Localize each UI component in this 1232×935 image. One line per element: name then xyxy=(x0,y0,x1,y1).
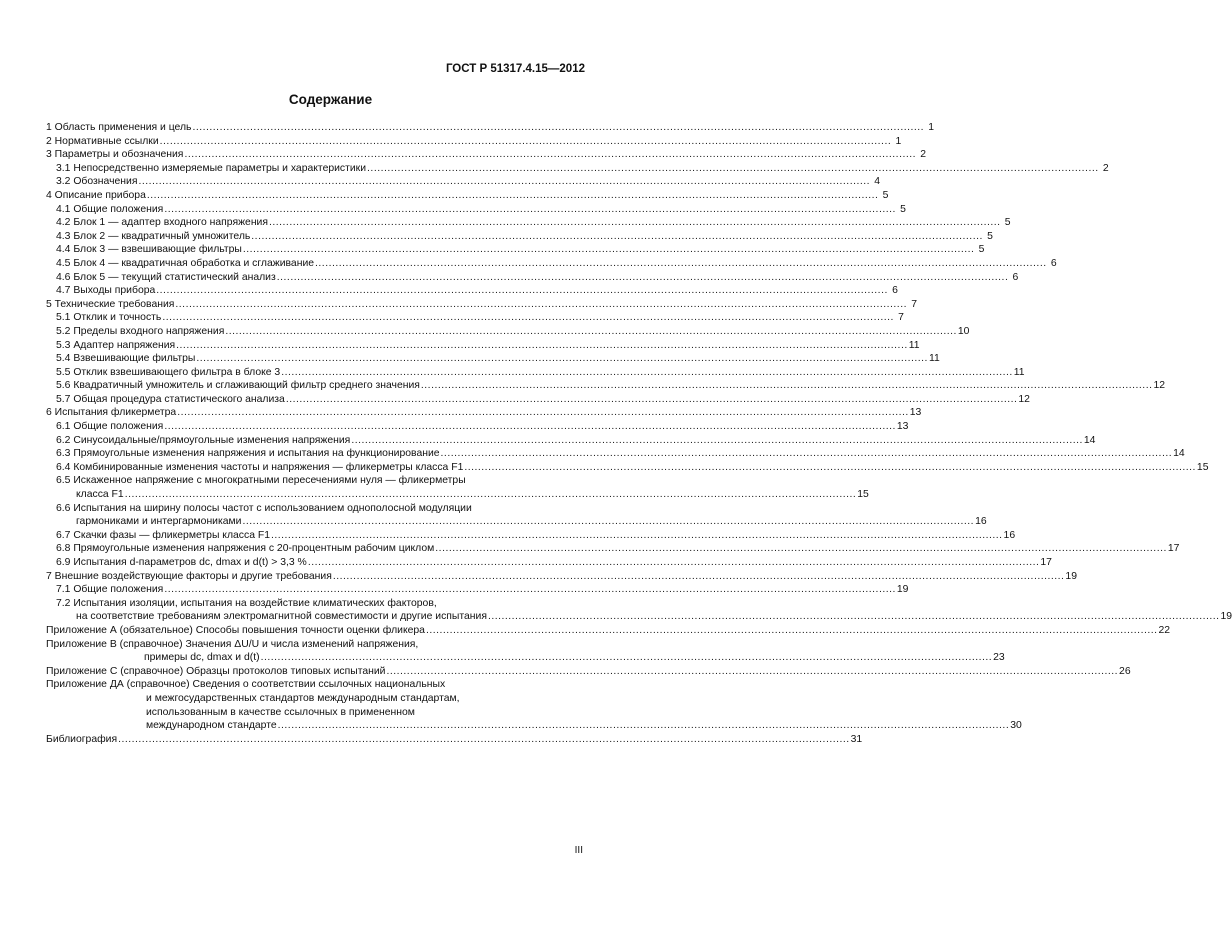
toc-entry-6-9[interactable]: 6.9 Испытания d-параметров dc, dmax и d(t) > 3,3 % ........................................................................................................................................................................................................................ 17 xyxy=(56,557,1052,568)
toc-entry-7[interactable]: 7 Внешние воздействующие факторы и другие требования ........................................................................................................................................................................................................................ 19 xyxy=(46,570,1077,582)
toc-entry-4-5[interactable]: 4.5 Блок 4 — квадратичная обработка и сглаживание ........................................................................................................................................................................................................................ 6 xyxy=(56,257,1057,269)
toc-entry-5-7[interactable]: 5.7 Общая процедура статистического анализа ........................................................................................................................................................................................................................ 12 xyxy=(56,393,1030,405)
toc-entry-4[interactable]: 4 Описание прибора ........................................................................................................................................................................................................................ 5 xyxy=(46,189,889,201)
toc-entry-6-6-line1[interactable]: 6.6 Испытания на ширину полосы частот с использованием однополосной модуляции xyxy=(56,502,472,514)
toc-entry-appendix-a[interactable]: Приложение А (обязательное) Способы повышения точности оценки фликера ........................................................................................................................................................................................................................ 22 xyxy=(46,624,1171,636)
toc-entry-6-4[interactable]: 6.4 Комбинированные изменения частоты и напряжения — фликерметры класса F1 ........................................................................................................................................................................................................................ 15 xyxy=(56,461,1209,473)
toc-entry-5-6[interactable]: 5.6 Квадратичный умножитель и сглаживающий фильтр среднего значения ........................................................................................................................................................................................................................ 12 xyxy=(56,380,1166,392)
toc-entry-6-8[interactable]: 6.8 Прямоугольные изменения напряжения с 20-процентным рабочим циклом ........................................................................................................................................................................................................................ 17 xyxy=(56,543,1180,555)
document-number: ГОСТ Р 51317.4.15—2012 xyxy=(445,63,585,75)
table-of-contents xyxy=(46,121,1232,746)
toc-entry-6-3[interactable]: 6.3 Прямоугольные изменения напряжения и испытания на функционирование ........................................................................................................................................................................................................................ 14 xyxy=(56,448,1185,460)
toc-entry-appendix-da[interactable]: международном стандарте ........................................................................................................................................................................................................................ 30 xyxy=(146,720,1022,732)
toc-entry-appendix-da-line1[interactable]: Приложение ДА (справочное) Сведения о соответствии ссылочных национальных xyxy=(46,679,446,691)
toc-entry-appendix-b-line1[interactable]: Приложение В (справочное) Значения ΔU/U и числа изменений напряжения, xyxy=(46,638,419,650)
toc-entry-6-2[interactable]: 6.2 Синусоидальные/прямоугольные изменения напряжения ........................................................................................................................................................................................................................ 14 xyxy=(56,434,1096,446)
toc-entry-6-7[interactable]: 6.7 Скачки фазы — фликерметры класса F1 ........................................................................................................................................................................................................................ 16 xyxy=(56,529,1016,541)
toc-entry-5-1[interactable]: 5.1 Отклик и точность ........................................................................................................................................................................................................................ 7 xyxy=(56,312,904,324)
toc-entry-2[interactable]: 2 Нормативные ссылки ........................................................................................................................................................................................................................ 1 xyxy=(46,135,902,147)
toc-entry-appendix-da-line2[interactable]: и межгосударственных стандартов международным стандартам, xyxy=(146,692,460,704)
page-title: Содержание xyxy=(288,92,373,107)
toc-entry-6-6[interactable]: гармониками и интергармониками ........................................................................................................................................................................................................................ 16 xyxy=(76,516,987,528)
toc-entry-appendix-da-line3[interactable]: использованным в качестве ссылочных в примененном xyxy=(146,706,415,718)
toc-entry-6-5[interactable]: класса F1 ........................................................................................................................................................................................................................ 15 xyxy=(76,489,869,501)
toc-entry-3[interactable]: 3 Параметры и обозначения ........................................................................................................................................................................................................................ 2 xyxy=(46,149,926,161)
toc-entry-4-2[interactable]: 4.2 Блок 1 — адаптер входного напряжения ........................................................................................................................................................................................................................ 5 xyxy=(56,217,1011,229)
toc-entry-5-3[interactable]: 5.3 Адаптер напряжения ........................................................................................................................................................................................................................ 11 xyxy=(56,339,920,351)
toc-entry-4-1[interactable]: 4.1 Общие положения ........................................................................................................................................................................................................................ 5 xyxy=(56,203,906,215)
page-number: III xyxy=(574,845,583,856)
toc-entry-6-1[interactable]: 6.1 Общие положения ........................................................................................................................................................................................................................ 13 xyxy=(56,421,909,433)
toc-entry-6-5-line1[interactable]: 6.5 Искаженное напряжение с многократными пересечениями нуля — фликерметры xyxy=(56,475,466,487)
toc-entry-5-5[interactable]: 5.5 Отклик взвешивающего фильтра в блоке 3 ........................................................................................................................................................................................................................ 11 xyxy=(56,366,1025,378)
toc-entry-bibliography[interactable]: Библиография ........................................................................................................................................................................................................................ 31 xyxy=(46,733,863,745)
toc-entry-7-1[interactable]: 7.1 Общие положения ........................................................................................................................................................................................................................ 19 xyxy=(56,584,909,596)
toc-entry-5[interactable]: 5 Технические требования ........................................................................................................................................................................................................................ 7 xyxy=(46,298,917,310)
toc-entry-3-2[interactable]: 3.2 Обозначения ........................................................................................................................................................................................................................ 4 xyxy=(56,176,881,188)
toc-entry-5-4[interactable]: 5.4 Взвешивающие фильтры ........................................................................................................................................................................................................................ 11 xyxy=(56,353,940,365)
toc-entry-7-2-line1[interactable]: 7.2 Испытания изоляции, испытания на воздействие климатических факторов, xyxy=(56,597,437,609)
toc-entry-3-1[interactable]: 3.1 Непосредственно измеряемые параметры и характеристики ........................................................................................................................................................................................................................ 2 xyxy=(56,162,1109,174)
toc-entry-4-3[interactable]: 4.3 Блок 2 — квадратичный умножитель ........................................................................................................................................................................................................................ 5 xyxy=(56,230,993,242)
toc-entry-4-4[interactable]: 4.4 Блок 3 — взвешивающие фильтры ........................................................................................................................................................................................................................ 5 xyxy=(56,244,985,256)
toc-entry-6[interactable]: 6 Испытания фликерметра ........................................................................................................................................................................................................................ 13 xyxy=(46,407,922,419)
toc-entry-4-6[interactable]: 4.6 Блок 5 — текущий статистический анализ ........................................................................................................................................................................................................................ 6 xyxy=(56,271,1019,283)
toc-entry-appendix-c[interactable]: Приложение С (справочное) Образцы протоколов типовых испытаний ........................................................................................................................................................................................................................ 26 xyxy=(46,665,1131,677)
toc-entry-1[interactable]: 1 Область применения и цель ........................................................................................................................................................................................................................ 1 xyxy=(46,122,935,133)
toc-entry-7-2[interactable]: на соответствие требованиям электромагнитной совместимости и другие испытания ........................................................................................................................................................................................................................ 19 xyxy=(76,611,1232,623)
toc-entry-4-7[interactable]: 4.7 Выходы прибора ........................................................................................................................................................................................................................ 6 xyxy=(56,285,898,297)
toc-entry-appendix-b[interactable]: примеры dc, dmax и d(t) ........................................................................................................................................................................................................................ 23 xyxy=(144,652,1005,664)
toc-entry-5-2[interactable]: 5.2 Пределы входного напряжения ........................................................................................................................................................................................................................ 10 xyxy=(56,325,970,337)
